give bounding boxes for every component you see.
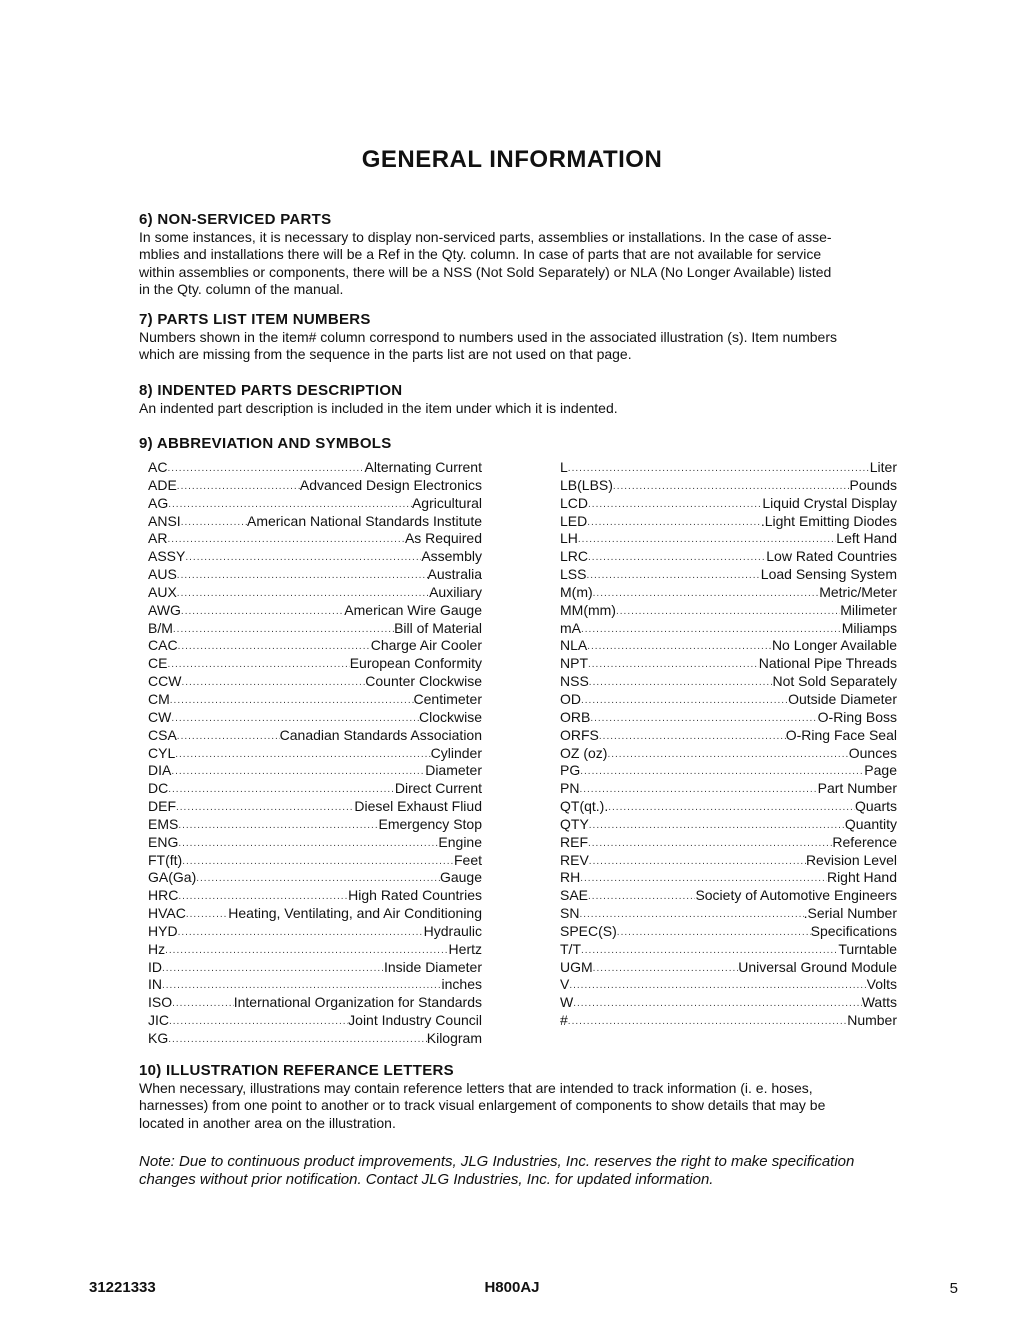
product-improvement-note [139,1153,929,1189]
abbreviation-definition: Agricultural [411,494,482,511]
abbreviation-term: REF [560,833,588,850]
section-10-line: located in another area on the illustration. [139,1114,396,1131]
dot-leader [178,923,424,941]
abbreviation-definition: High Rated Countries [348,887,482,904]
dot-leader [162,976,442,994]
section-10-line: When necessary, illustrations may contain reference letters that are intended to track information (i. e. hoses, [139,1080,813,1096]
abbreviation-row [560,852,897,870]
abbreviation-row [560,566,897,584]
abbreviation-term: IN [148,976,162,993]
abbreviation-term: W [560,994,574,1011]
abbreviation-definition: Engine [438,833,482,850]
abbreviation-row [560,887,897,905]
abbreviation-definition: Universal Ground Module [738,958,897,975]
abbreviation-definition: Watts [861,994,897,1011]
abbreviation-row [560,923,897,941]
abbreviation-row [148,852,482,870]
abbreviation-term: HRC [148,887,179,904]
abbreviation-definition: Diameter [425,762,482,779]
abbreviation-row [148,816,482,834]
section-6-line: In some instances, it is necessary to display non-serviced parts, assemblies or installations. In the case of asse- [139,229,832,245]
abbreviation-row [560,495,897,513]
dot-leader [616,602,840,620]
abbreviation-definition: Right Hand [826,869,897,886]
abbreviation-row [148,780,482,798]
section-6-line: in the Qty. column of the manual. [139,281,344,298]
abbreviation-term: SN [560,905,580,922]
section-7-line: which are missing from the sequence in the parts list are not used on that page. [139,346,632,363]
abbreviation-row [148,1030,482,1048]
abbreviation-row [148,905,482,923]
abbreviation-definition: Counter Clockwise [365,673,482,690]
abbreviation-definition: Pounds [849,476,897,493]
dot-leader [177,584,429,602]
abbreviation-term: LRC [560,548,589,565]
note-line: Note: Due to continuous product improvements, JLG Industries, Inc. reserves the right to make specification [139,1153,855,1170]
dot-leader [587,637,772,655]
abbreviation-term: LCD [560,494,589,511]
abbreviation-definition: Revision Level [805,851,897,868]
abbreviation-row [148,513,482,531]
abbreviation-row [148,495,482,513]
dot-leader [167,655,349,673]
abbreviation-definition: .Serial Number [803,905,897,922]
abbreviation-definition: Outside Diameter [788,690,897,707]
dot-leader [590,709,817,727]
section-6-line: mblies and installations there will be a Ref in the Qty. column. In case of parts that are not available for service [139,246,822,263]
abbreviation-term: UGM [560,958,593,975]
abbreviation-definition: Number [847,1012,897,1029]
dot-leader [181,673,365,691]
abbreviation-definition: Kilogram [426,1030,482,1046]
abbreviation-row [148,584,482,602]
abbreviation-row [148,994,482,1012]
abbreviation-definition: Hydraulic [423,922,482,939]
abbreviation-row [560,959,897,977]
abbreviation-row [560,780,897,798]
abbreviation-definition: O-Ring Boss [817,708,897,725]
dot-leader [608,798,855,816]
abbreviation-definition: Quantity [844,815,897,832]
abbreviation-row [560,745,897,763]
abbreviation-row [148,834,482,852]
abbreviation-definition: Emergency Stop [378,815,482,832]
abbreviation-term: ADE [148,476,177,493]
dot-leader [186,905,228,923]
abbreviation-definition: American National Standards Institute [246,512,482,529]
abbreviation-definition: Liquid Crystal Display [762,494,897,511]
dot-leader [588,887,695,905]
abbreviation-row [148,1012,482,1030]
abbreviation-definition: Inside Diameter [383,958,482,975]
abbreviation-term: T/T [560,940,581,957]
abbreviation-definition: American Wire Gauge [344,601,482,618]
abbreviation-definition: Feet [453,851,482,868]
abbreviation-definition: Assembly [421,548,482,565]
dot-leader [593,584,820,602]
dot-leader [178,834,438,852]
abbreviation-row [148,959,482,977]
abbreviation-term: ORFS [560,726,599,743]
abbreviation-row [560,459,897,477]
abbreviation-term: LH [560,530,578,547]
abbreviation-term: DIA [148,762,172,779]
abbreviation-definition: Gauge [439,869,482,886]
abbreviation-row [148,691,482,709]
abbreviation-row [560,1012,897,1030]
abbreviation-term: ENG [148,833,179,850]
abbreviation-definition: Charge Air Cooler [370,637,482,654]
dot-leader [586,566,760,584]
abbreviation-row [148,745,482,763]
dot-leader [580,762,864,780]
abbreviation-row [560,798,897,816]
dot-leader [175,745,430,763]
abbreviation-term: LB(LBS) [560,476,613,493]
abbreviation-term: AC [148,459,168,475]
dot-leader [176,798,354,816]
abbreviation-definition: Page [864,762,897,779]
dot-leader [581,691,788,709]
abbreviation-term: CYL [148,744,176,761]
abbreviation-definition: As Required [404,530,482,547]
dot-leader [579,780,817,798]
abbreviation-term: SAE [560,887,589,904]
abbreviation-term: ANSI [148,512,181,529]
abbreviation-definition: International Organization for Standards [233,994,482,1011]
abbreviation-row [560,602,897,620]
abbreviation-definition: Canadian Standards Association [279,726,482,743]
abbreviation-term: GA(Ga) [148,869,197,886]
abbreviation-term: ISO [148,994,173,1011]
abbreviation-definition: Load Sensing System [760,566,897,583]
abbreviation-row [148,548,482,566]
section-9-title: 9) ABBREVIATION AND SYMBOLS [139,435,392,452]
abbreviation-term: REV [560,851,589,868]
abbreviation-term: CSA [148,726,177,743]
abbreviation-term: MM(mm) [560,601,616,618]
abbreviation-definition: Volts [866,976,897,993]
abbreviation-row [560,941,897,959]
abbreviation-definition: Milimeter [840,601,897,618]
dot-leader [196,869,440,887]
abbreviation-row [148,637,482,655]
dot-leader [617,923,811,941]
abbreviation-row [148,673,482,691]
dot-leader [568,459,870,477]
abbreviation-definition: Auxiliary [429,583,482,600]
abbreviation-row [560,637,897,655]
dot-leader [589,673,773,691]
abbreviation-row [560,620,897,638]
abbreviation-definition: Reference [832,833,897,850]
section-7-line: Numbers shown in the item# column correspond to numbers used in the associated illustration (s). Item numbers [139,329,837,345]
abbreviation-term: HVAC [148,905,186,922]
abbreviation-definition: Not Sold Separately [772,673,897,690]
dot-leader [593,959,739,977]
abbreviation-definition: Centimeter [413,690,482,707]
dot-leader [589,852,806,870]
abbreviation-row [148,887,482,905]
dot-leader [167,459,364,477]
abbreviation-term: AWG [148,601,181,618]
dot-leader [588,655,759,673]
abbreviation-definition: .Light Emitting Diodes [760,512,897,529]
dot-leader [589,816,845,834]
abbreviation-term: PG [560,762,581,779]
abbreviation-definition: Quarts [854,798,897,815]
footer-page-number: 5 [949,1280,958,1297]
dot-leader [581,620,842,638]
abbreviation-term: EMS [148,815,179,832]
abbreviation-term: SPEC(S) [560,922,617,939]
dot-leader [613,477,850,495]
abbreviation-term: B/M [148,619,173,636]
abbreviation-term: QT(qt.). [560,798,609,815]
abbreviation-definition: No Longer Available [771,637,897,654]
abbreviation-term: V [560,976,570,993]
abbreviation-row [560,994,897,1012]
dot-leader [165,941,448,959]
page-title: GENERAL INFORMATION [361,146,663,173]
abbreviation-row [148,620,482,638]
dot-leader [579,905,803,923]
abbreviation-definition: inches [441,976,482,993]
dot-leader [178,637,371,655]
dot-leader [607,745,848,763]
dot-leader [170,691,414,709]
abbreviation-term: ORB [560,708,591,725]
abbreviation-row [148,762,482,780]
abbreviation-term: CAC [148,637,178,654]
dot-leader [587,513,761,531]
abbreviation-row [148,941,482,959]
abbreviation-term: RH [560,869,581,886]
abbreviation-row [148,530,482,548]
abbreviation-definition: Liter [869,459,897,475]
abbreviation-definition: Miliamps [841,619,897,636]
abbreviation-definition: Cylinder [430,744,482,761]
dot-leader [167,530,405,548]
abbreviation-term: QTY [560,815,589,832]
abbreviation-definition: Advanced Design Electronics [299,476,482,493]
dot-leader [573,994,862,1012]
dot-leader [178,816,378,834]
section-8-title: 8) INDENTED PARTS DESCRIPTION [139,382,403,399]
abbreviation-definition: Part Number [817,780,897,797]
section-10-body [139,1080,909,1132]
section-8-line: An indented part description is included in the item under which it is indented. [139,400,618,416]
abbreviation-row [560,530,897,548]
abbreviation-term: CW [148,708,172,725]
abbreviation-row [148,477,482,495]
abbreviation-row [560,762,897,780]
abbreviation-row [560,655,897,673]
abbreviation-term: mA [560,619,581,636]
abbreviation-row [148,727,482,745]
abbreviation-row [560,584,897,602]
abbreviation-term: ID [148,958,162,975]
abbreviation-term: LED [560,512,588,529]
dot-leader [171,709,419,727]
abbreviation-row [148,869,482,887]
abbreviation-definition: Australia [427,566,482,583]
dot-leader [162,959,384,977]
abbreviation-term: CCW [148,673,182,690]
abbreviation-term: M(m) [560,583,593,600]
dot-leader [599,727,786,745]
abbreviation-row [148,976,482,994]
dot-leader [168,780,395,798]
abbreviation-row [560,905,897,923]
abbreviation-definition: Hertz [448,940,482,957]
abbreviation-row [560,869,897,887]
abbreviation-list-right [560,459,897,1030]
abbreviation-definition: National Pipe Threads [758,655,897,672]
abbreviation-row [560,673,897,691]
dot-leader [588,834,832,852]
section-6-body [139,229,909,299]
abbreviation-definition: Alternating Current [364,459,482,475]
abbreviation-row [560,834,897,852]
abbreviation-term: CE [148,655,168,672]
dot-leader [171,762,425,780]
abbreviation-definition: Clockwise [418,708,482,725]
abbreviation-definition: Direct Current [394,780,482,797]
dot-leader [177,477,300,495]
abbreviation-term: PN [560,780,580,797]
abbreviation-row [560,477,897,495]
dot-leader [581,941,838,959]
abbreviation-definition: O-Ring Face Seal [785,726,897,743]
dot-leader [169,1012,348,1030]
footer-document-number: 31221333 [89,1279,156,1296]
dot-leader [177,727,280,745]
abbreviation-term: # [560,1012,568,1029]
abbreviation-term: NLA [560,637,588,654]
dot-leader [178,887,348,905]
abbreviation-row [148,709,482,727]
abbreviation-definition: Joint Industry Council [348,1012,482,1029]
section-7-title: 7) PARTS LIST ITEM NUMBERS [139,311,371,328]
section-8-body [139,400,909,417]
abbreviation-definition: Diesel Exhaust Fliud [354,798,482,815]
abbreviation-row [560,548,897,566]
abbreviation-definition: Ounces [848,744,897,761]
abbreviation-term: AR [148,530,168,547]
dot-leader [172,994,234,1012]
section-6-line: within assemblies or components, there will be a NSS (Not Sold Separately) or NLA (No Longer Available) listed [139,263,832,280]
abbreviation-definition: Bill of Material [394,619,482,636]
abbreviation-definition: Left Hand [836,530,897,547]
abbreviation-row [560,513,897,531]
abbreviation-term: NPT [560,655,588,672]
abbreviation-term: OZ (oz) [560,744,608,761]
abbreviation-definition: Society of Automotive Engineers [695,887,897,904]
abbreviation-term: DC [148,780,169,797]
abbreviation-term: L [560,459,568,475]
section-7-body [139,329,909,364]
dot-leader [168,1030,427,1048]
abbreviation-definition: Low Rated Countries [766,548,897,565]
abbreviation-row [560,816,897,834]
dot-leader [580,869,827,887]
footer-model: H800AJ [484,1279,540,1296]
abbreviation-row [560,691,897,709]
section-10-line: harnesses) from one point to another or to track visual enlargement of components to show details that may be [139,1097,826,1114]
dot-leader [588,495,762,513]
abbreviation-definition: European Conformity [349,655,482,672]
abbreviation-term: NSS [560,673,589,690]
dot-leader [173,620,394,638]
abbreviation-term: DEF [148,798,176,815]
abbreviation-row [148,459,482,477]
abbreviation-definition: Heating, Ventilating, and Air Conditioning [228,905,482,922]
abbreviation-row [148,566,482,584]
abbreviation-term: AUX [148,583,177,600]
abbreviation-definition: Metric/Meter [819,583,897,600]
abbreviation-term: OD [560,690,581,707]
dot-leader [182,852,454,870]
abbreviation-row [148,602,482,620]
dot-leader [578,530,836,548]
abbreviation-row [148,655,482,673]
abbreviation-row [148,923,482,941]
abbreviation-term: HYD [148,922,178,939]
abbreviation-row [560,727,897,745]
dot-leader [569,976,866,994]
note-line: changes without prior notification. Contact JLG Industries, Inc. for updated information. [139,1171,714,1188]
abbreviation-row [560,709,897,727]
abbreviation-definition: Specifications [810,922,897,939]
dot-leader [177,566,428,584]
abbreviation-term: LSS [560,566,587,583]
abbreviation-row [560,976,897,994]
abbreviation-term: AG [148,494,169,511]
dot-leader [181,602,344,620]
abbreviation-term: KG [148,1030,169,1046]
dot-leader [588,548,766,566]
section-6-title: 6) NON-SERVICED PARTS [139,211,332,228]
abbreviation-term: Hz [148,940,166,957]
abbreviation-term: CM [148,690,170,707]
dot-leader [568,1012,847,1030]
dot-leader [185,548,421,566]
dot-leader [168,495,412,513]
abbreviation-term: ASSY [148,548,186,565]
abbreviation-term: FT(ft) [148,851,183,868]
abbreviation-term: AUS [148,566,177,583]
abbreviation-definition: Turntable [838,940,897,957]
dot-leader [181,513,247,531]
abbreviation-term: JIC [148,1012,169,1029]
abbreviation-list-left [148,459,482,1048]
abbreviation-row [148,798,482,816]
section-10-title: 10) ILLUSTRATION REFERANCE LETTERS [139,1062,454,1079]
